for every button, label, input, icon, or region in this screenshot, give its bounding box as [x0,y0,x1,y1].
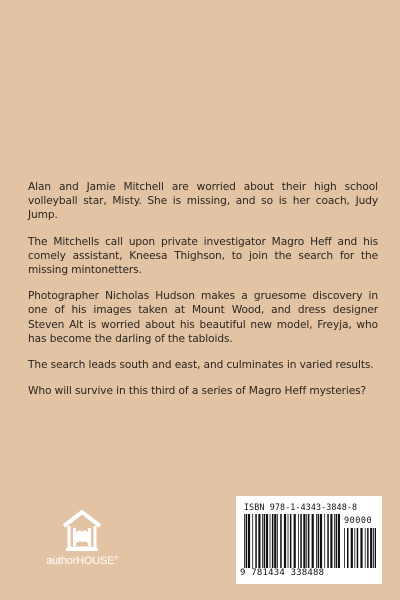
barcode-bar [370,528,372,568]
barcode-bar [320,514,322,568]
barcode-bar [347,528,349,568]
barcode-bar [244,514,245,568]
barcode-bar [334,514,335,568]
barcode-bar [246,514,248,568]
blurb-paragraph: Photographer Nicholas Hudson makes a gruesome discovery in one of his images taken at Mount Wood, and dress designer Steven Alt is worried about his beautiful new model, Freyja, who has become the darling of the tabloids. [28,290,378,345]
barcode-bar [266,514,268,568]
barcode-bar [306,514,307,568]
barcode-bar [367,528,369,568]
barcode-bar [354,528,355,568]
barcode-bar [252,514,253,568]
barcode-bar [375,528,376,568]
barcode-bar [360,528,362,568]
back-cover-blurb [28,180,378,410]
blurb-paragraph: The search leads south and east, and culminates in varied results. [28,359,374,372]
barcode-bar [262,514,263,568]
ean-digits: 9 781434 338488 [240,568,325,578]
barcode-bar [300,514,302,568]
registered-mark: ® [114,555,118,562]
barcode-bar [284,514,286,568]
barcode-bar [258,514,260,568]
barcode-bar [344,528,345,568]
barcode-bar [255,514,256,568]
barcode-bar [373,528,374,568]
barcode-bar [336,514,338,568]
isbn-barcode [236,496,382,584]
blurb-paragraph: Alan and Jamie Mitchell are worried about their high school volleyball star, Misty. She is missing, and so is her coach, Judy Jump. [28,181,378,222]
barcode-bar [330,514,332,568]
barcode-bar [298,514,299,568]
barcode-bar [290,514,292,568]
barcode-bar [274,514,276,568]
barcode-bar [308,514,310,568]
isbn-label: ISBN 978-1-4343-3848-8 [244,502,358,512]
barcode-bar [280,514,282,568]
publisher-name [36,555,128,567]
barcode-bar [324,514,325,568]
barcode-bar [277,514,278,568]
blurb-paragraph: The Mitchells call upon private investigator Magro Heff and his comely assistant, Kneesa Thighson, to join the search for the missing mintonetters. [28,235,378,277]
barcode-bar [270,514,271,568]
barcode-bar [316,514,317,568]
barcode-bar [288,514,289,568]
barcode-bar [248,514,250,568]
house-book-icon [60,508,104,552]
price-code: 90000 [344,516,373,526]
barcode-bar [327,514,329,568]
barcode-bar [338,514,340,568]
publisher-logo [36,508,128,568]
barcode-bar [294,514,296,568]
barcode-bar [365,528,366,568]
barcode-bar [303,514,305,568]
barcode-bar [272,514,274,568]
barcode-bar [357,528,359,568]
barcode-bar [264,514,266,568]
blurb-paragraph: Who will survive in this third of a series of Magro Heff mysteries? [28,385,367,398]
barcode-bar [351,528,353,568]
barcode-bar [318,514,320,568]
barcode-bar [312,514,314,568]
publisher-name-text: authorHOUSE [46,555,115,567]
